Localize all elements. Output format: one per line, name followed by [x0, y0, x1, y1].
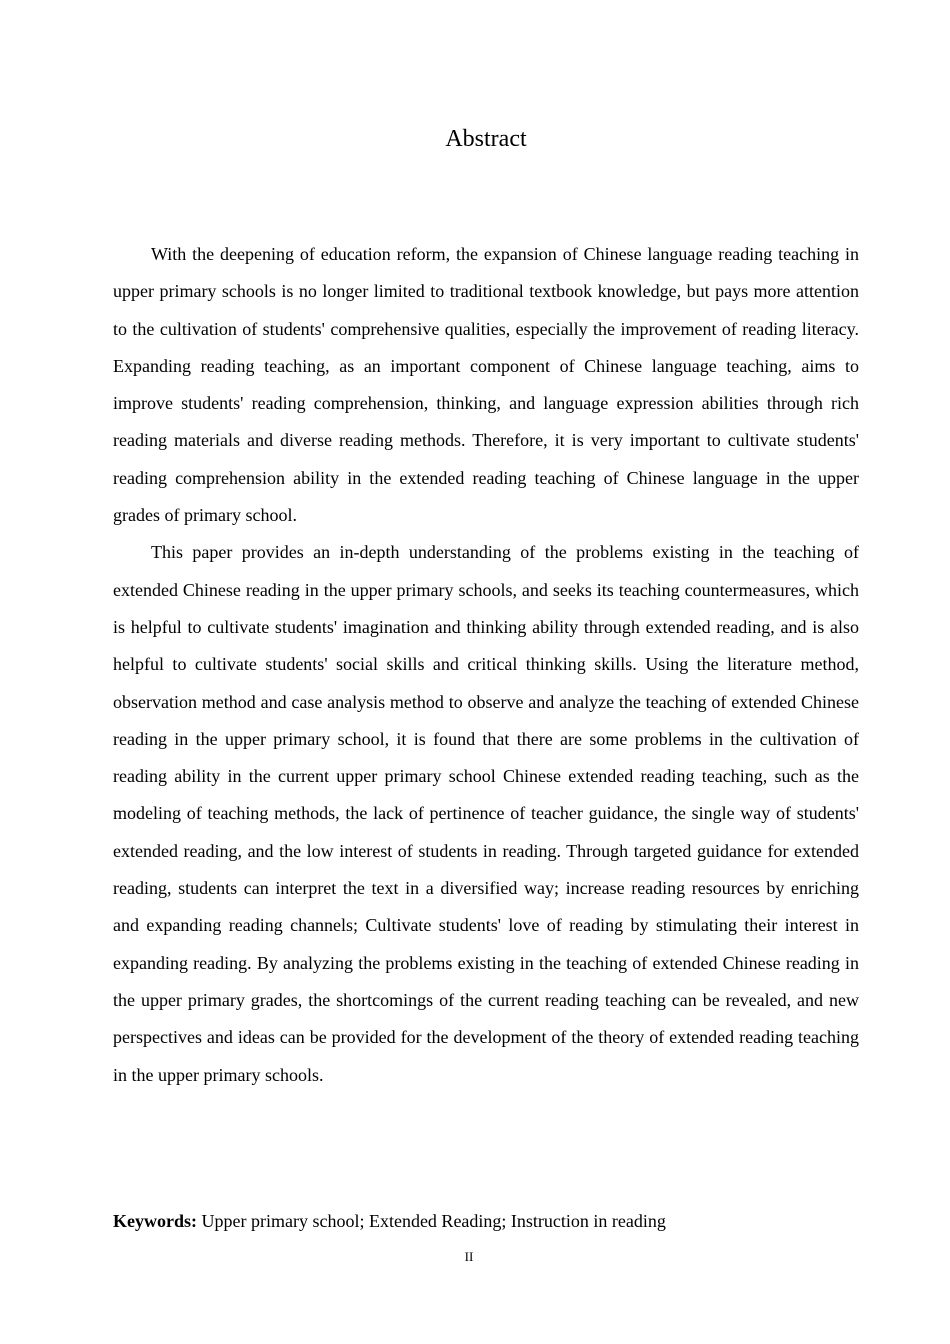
keywords-text: Upper primary school; Extended Reading; Instruction in reading	[201, 1211, 666, 1231]
page-number: II	[464, 1249, 474, 1264]
abstract-body	[113, 236, 859, 1094]
abstract-paragraph-1: With the deepening of education reform, the expansion of Chinese language reading teaching in upper primary schools is no longer limited to traditional textbook knowledge, but pays more attention to the cultivation of students' comprehensive qualities, especially the improvement of reading literacy. Expanding reading teaching, as an important component of Chinese language teaching, aims to improve students' reading comprehension, thinking, and language expression abilities through rich reading materials and diverse reading methods. Therefore, it is very important to cultivate students' reading comprehension ability in the extended reading teaching of Chinese language in the upper grades of primary school.	[113, 244, 859, 526]
abstract-paragraph-2: This paper provides an in-depth understanding of the problems existing in the teaching of extended Chinese reading in the upper primary schools, and seeks its teaching countermeasures, which is helpful to cultivate students' imagination and thinking ability through extended reading, and is also helpful to cultivate students' social skills and critical thinking skills. Using the literature method, observation method and case analysis method to observe and analyze the teaching of extended Chinese reading in the upper primary school, it is found that there are some problems in the cultivation of reading ability in the current upper primary school Chinese extended reading teaching, such as the modeling of teaching methods, the lack of pertinence of teacher guidance, the single way of students' extended reading, and the low interest of students in reading. Through targeted guidance for extended reading, students can interpret the text in a diversified way; increase reading resources by enriching and expanding reading channels; Cultivate students' love of reading by stimulating their interest in expanding reading. By analyzing the problems existing in the teaching of extended Chinese reading in the upper primary grades, the shortcomings of the current reading teaching can be revealed, and new perspectives and ideas can be provided for the development of the theory of extended reading teaching in the upper primary schools.	[113, 542, 859, 1085]
keywords-label: Keywords:	[113, 1211, 197, 1231]
keywords-line	[113, 1207, 859, 1235]
page-title: Abstract	[445, 126, 527, 152]
